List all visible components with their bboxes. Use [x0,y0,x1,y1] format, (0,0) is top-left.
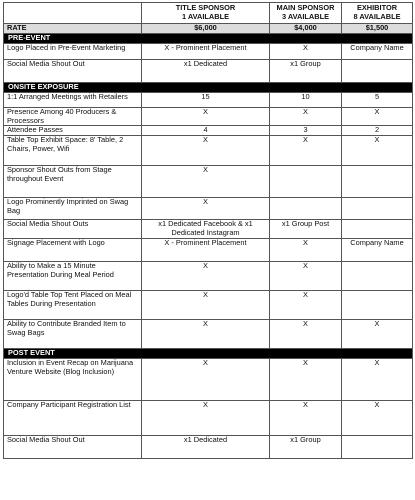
feature-row [4,43,413,59]
tier-value-cell [270,198,342,220]
tier-value-cell [270,166,342,198]
tier-header-title [142,3,270,24]
feature-row [4,436,413,459]
feature-row [4,136,413,166]
tier-value-cell: Company Name [342,239,413,262]
tier-value-cell [342,436,413,459]
tier-value-cell: x1 Dedicated Facebook & x1 Dedicated Instagram [142,220,270,239]
feature-label: Signage Placement with Logo [4,239,142,262]
tier-value-cell: x1 Dedicated [142,59,270,82]
feature-row [4,126,413,136]
tier-value-cell: X [142,401,270,436]
tier-value-cell: X - Prominent Placement [142,43,270,59]
tier-value-cell [342,166,413,198]
tier-value-cell: X [270,320,342,349]
tier-value-cell: X [142,136,270,166]
feature-label: Logo'd Table Top Tent Placed on Meal Tables During Presentation [4,291,142,320]
feature-row [4,59,413,82]
sponsorship-table-body [4,3,413,459]
tier-value-cell: X [270,43,342,59]
tier-name: EXHIBITOR [356,3,398,13]
tier-value-cell: X [270,107,342,126]
tier-availability: 1 AVAILABLE [181,12,230,21]
feature-row [4,166,413,198]
tier-value-cell: X [142,359,270,401]
tier-value-cell: X [342,401,413,436]
section-header-row [4,33,413,43]
tier-value-cell: X [270,401,342,436]
tier-value-cell: 3 [270,126,342,136]
feature-label: Company Participant Registration List [4,401,142,436]
tier-value-cell [342,262,413,291]
tier-value-cell [342,291,413,320]
tier-header-exhibitor [342,3,413,24]
tier-value-cell: 15 [142,92,270,107]
tier-value-cell: X - Prominent Placement [142,239,270,262]
feature-row [4,291,413,320]
tier-header-main [270,3,342,24]
header-blank-cell [4,3,142,24]
tier-value-cell: 4 [142,126,270,136]
header-row [4,3,413,24]
tier-value-cell: X [142,166,270,198]
section-title: ONSITE EXPOSURE [4,82,413,92]
feature-label: Inclusion in Event Recap on Marijuana Venture Website (Blog Inclusion) [4,359,142,401]
section-header-row [4,82,413,92]
tier-value-cell: X [142,291,270,320]
feature-row [4,320,413,349]
feature-row [4,262,413,291]
tier-value-cell: X [270,262,342,291]
feature-row [4,92,413,107]
rate-value: $1,500 [342,24,413,34]
tier-value-cell: 10 [270,92,342,107]
feature-row [4,401,413,436]
tier-value-cell [342,59,413,82]
tier-value-cell: X [342,320,413,349]
tier-value-cell: X [342,107,413,126]
feature-label: Table Top Exhibit Space: 8' Table, 2 Chairs, Power, Wifi [4,136,142,166]
feature-label: Social Media Shout Outs [4,220,142,239]
tier-value-cell: X [270,136,342,166]
feature-label: Ability to Make a 15 Minute Presentation During Meal Period [4,262,142,291]
feature-label: Presence Among 40 Producers & Processors [4,107,142,126]
rate-value: $4,000 [270,24,342,34]
tier-value-cell: X [142,198,270,220]
feature-row [4,198,413,220]
tier-value-cell [342,220,413,239]
tier-value-cell: X [342,359,413,401]
tier-value-cell: x1 Dedicated [142,436,270,459]
tier-value-cell: x1 Group [270,436,342,459]
tier-value-cell: x1 Group [270,59,342,82]
rate-value: $6,000 [142,24,270,34]
section-title: PRE-EVENT [4,33,413,43]
feature-row [4,359,413,401]
tier-value-cell: X [270,239,342,262]
tier-value-cell: X [142,107,270,126]
tier-availability: 3 AVAILABLE [281,12,330,21]
tier-value-cell: 2 [342,126,413,136]
feature-row [4,220,413,239]
rate-label: RATE [4,24,142,34]
section-title: POST EVENT [4,349,413,359]
tier-value-cell: x1 Group Post [270,220,342,239]
feature-label: Social Media Shout Out [4,59,142,82]
feature-label: Logo Placed in Pre-Event Marketing [4,43,142,59]
tier-value-cell: X [270,291,342,320]
feature-label: Social Media Shout Out [4,436,142,459]
tier-name: TITLE SPONSOR [175,3,236,13]
tier-value-cell: X [142,262,270,291]
tier-value-cell: X [342,136,413,166]
feature-row [4,239,413,262]
tier-name: MAIN SPONSOR [276,3,335,13]
tier-value-cell [342,198,413,220]
feature-label: Ability to Contribute Branded Item to Swag Bags [4,320,142,349]
tier-value-cell: X [270,359,342,401]
tier-value-cell: Company Name [342,43,413,59]
tier-value-cell: 5 [342,92,413,107]
sponsorship-table [3,2,413,459]
rate-row [4,24,413,34]
tier-availability: 8 AVAILABLE [353,12,401,21]
feature-label: Logo Prominently Imprinted on Swag Bag [4,198,142,220]
feature-label: 1:1 Arranged Meetings with Retailers [4,92,142,107]
feature-label: Sponsor Shout Outs from Stage throughout Event [4,166,142,198]
tier-value-cell: X [142,320,270,349]
feature-row [4,107,413,126]
feature-label: Attendee Passes [4,126,142,136]
